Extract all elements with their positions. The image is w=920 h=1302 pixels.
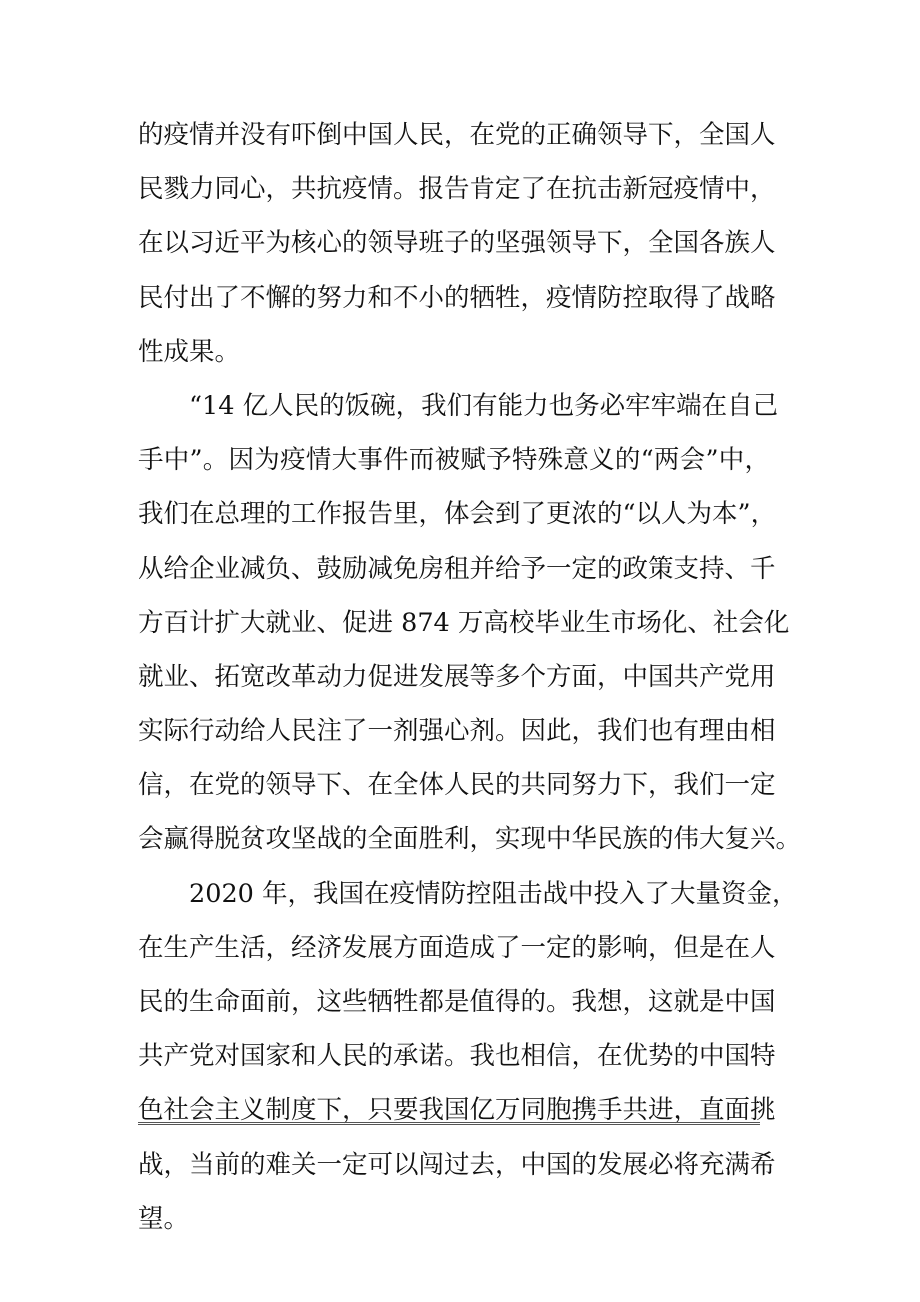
text-line: 我们在总理的工作报告里，体会到了更浓的“以人为本”， — [138, 499, 777, 530]
footer-divider — [138, 1122, 760, 1125]
text-line: 在以习近平为核心的领导班子的坚强领导下，全国各族人 — [138, 228, 776, 259]
text-line: 手中”。因为疫情大事件而被赋予特殊意义的“两会”中， — [138, 445, 770, 476]
text-line: 实际行动给人民注了一剂强心剂。因此，我们也有理由相 — [138, 716, 776, 747]
text-line: 方百计扩大就业、促进 874 万高校毕业生市场化、社会化 — [138, 607, 790, 638]
document-body — [138, 108, 802, 1246]
text-line: 民付出了不懈的努力和不小的牺牲，疫情防控取得了战略 — [138, 282, 776, 313]
text-line: 会赢得脱贫攻坚战的全面胜利，实现中华民族的伟大复兴。 — [138, 824, 802, 855]
text-line: 民的生命面前，这些牺牲都是值得的。我想，这就是中国 — [138, 987, 776, 1017]
text-line: 就业、拓宽改革动力促进发展等多个方面，中国共产党用 — [138, 661, 776, 692]
text-line: 民戮力同心，共抗疫情。报告肯定了在抗击新冠疫情中， — [138, 174, 776, 205]
text-line: 信，在党的领导下、在全体人民的共同努力下，我们一定 — [138, 770, 776, 801]
text-line: 2020 年，我国在疫情防控阻击战中投入了大量资金， — [189, 878, 798, 909]
text-line: “14 亿人民的饭碗，我们有能力也务必牢牢端在自己 — [189, 390, 779, 421]
text-line: 望。 — [138, 1203, 190, 1234]
text-line: 战，当前的难关一定可以闯过去，中国的发展必将充满希 — [138, 1149, 776, 1180]
text-line: 在生产生活，经济发展方面造成了一定的影响，但是在人 — [138, 932, 776, 963]
text-line: 从给企业减负、鼓励减免房租并给予一定的政策支持、千 — [138, 553, 776, 584]
text-line: 共产党对国家和人民的承诺。我也相信，在优势的中国特 — [138, 1041, 776, 1072]
text-line: 色社会主义制度下，只要我国亿万同胞携手共进，直面挑 — [138, 1095, 776, 1126]
text-line: 性成果。 — [138, 336, 241, 367]
text-line: 的疫情并没有吓倒中国人民，在党的正确领导下，全国人 — [138, 120, 776, 150]
